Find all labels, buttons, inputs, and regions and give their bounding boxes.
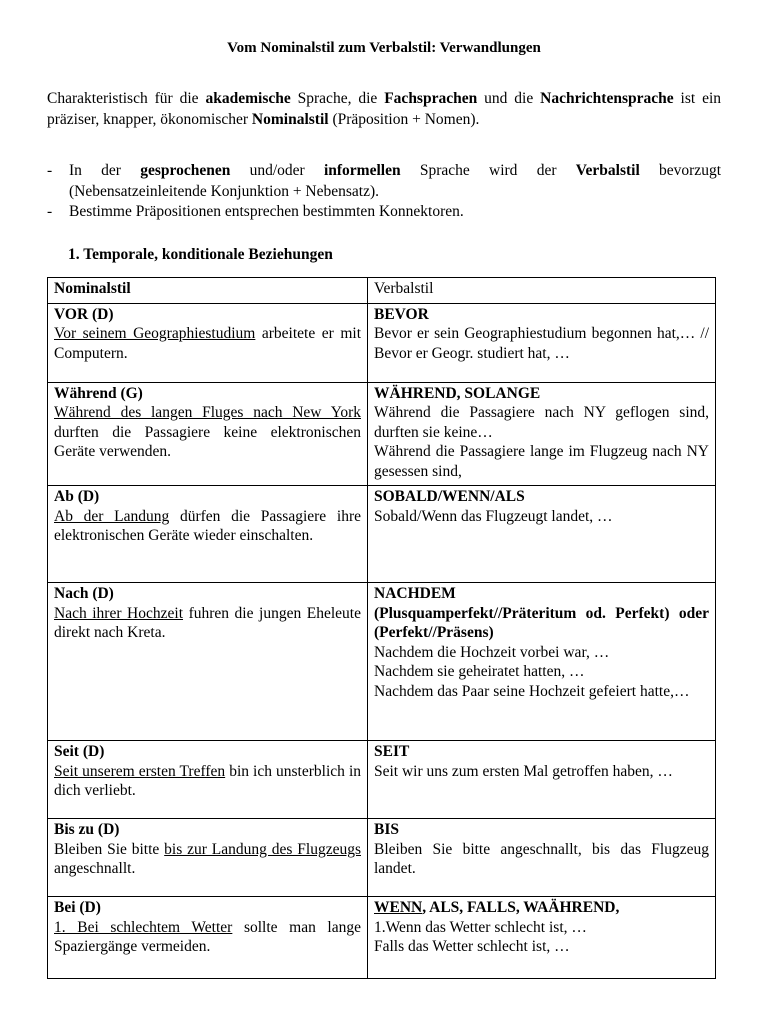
verbal-cell: WÄHREND, SOLANGE Während die Passagiere nach NY geflogen sind, durften sie keine… Während die Passagiere lange im Flugzeug nach NY gesessen sind, [368,382,716,486]
table-row [48,741,716,819]
table-row [48,382,716,486]
nominal-cell: Bis zu (D) Bleiben Sie bitte bis zur Landung des Flugzeugs angeschnallt. [48,819,368,897]
table-row [48,819,716,897]
verbal-cell: SOBALD/WENN/ALS Sobald/Wenn das Flugzeugt landet, … [368,486,716,583]
bullet-list [47,161,721,223]
bullet-item: - In der gesprochenen und/oder informellen Sprache wird der Verbalstil bevorzugt (Nebensatzeinleitende Konjunktion + Nebensatz). [47,162,721,200]
nominal-cell: Während (G) Während des langen Fluges nach New York durften die Passagiere keine elektronischen Geräte verwenden. [48,382,368,486]
nominal-cell: Seit (D) Seit unserem ersten Treffen bin ich unsterblich in dich verliebt. [48,741,368,819]
bullet-item: - Bestimme Präpositionen entsprechen bestimmten Konnektoren. [47,203,464,220]
table-row [48,486,716,583]
table-row [48,897,716,979]
intro-paragraph: Charakteristisch für die akademische Sprache, die Fachsprachen und die Nachrichtensprache ist ein präziser, knapper, ökonomischer Nominalstil (Präposition + Nomen). [47,90,722,128]
nominal-cell: Bei (D) 1. Bei schlechtem Wetter sollte man lange Spaziergänge vermeiden. [48,897,368,979]
verbal-cell: BEVOR Bevor er sein Geographiestudium begonnen hat,… // Bevor er Geogr. studiert hat, … [368,303,716,382]
page-title: Vom Nominalstil zum Verbalstil: Verwandlungen [227,40,541,56]
nominal-cell: Ab (D) Ab der Landung dürfen die Passagiere ihre elektronischen Geräte wieder einschalten. [48,486,368,583]
nominal-cell: VOR (D) Vor seinem Geographiestudium arbeitete er mit Computern. [48,303,368,382]
verbal-cell: WENN, ALS, FALLS, WAÄHREND, 1.Wenn das Wetter schlecht ist, … Falls das Wetter schlecht ist, … [368,897,716,979]
table-row [48,303,716,382]
section-heading: 1. Temporale, konditionale Beziehungen [68,246,333,263]
verbal-cell: SEIT Seit wir uns zum ersten Mal getroffen haben, … [368,741,716,819]
verbal-cell: NACHDEM (Plusquamperfekt//Präteritum od. Perfekt) oder (Perfekt//Präsens) Nachdem die Hochzeit vorbei war, … Nachdem sie geheiratet hatten, … Nachdem das Paar seine Hochzeit gefeiert hatte,… [368,583,716,741]
table-header-row [48,278,716,304]
conversion-table [47,277,716,979]
header-nominalstil: Nominalstil [48,278,368,304]
header-verbalstil: Verbalstil [368,278,716,304]
table-row [48,583,716,741]
nominal-cell: Nach (D) Nach ihrer Hochzeit fuhren die jungen Eheleute direkt nach Kreta. [48,583,368,741]
verbal-cell: BIS Bleiben Sie bitte angeschnallt, bis das Flugzeug landet. [368,819,716,897]
